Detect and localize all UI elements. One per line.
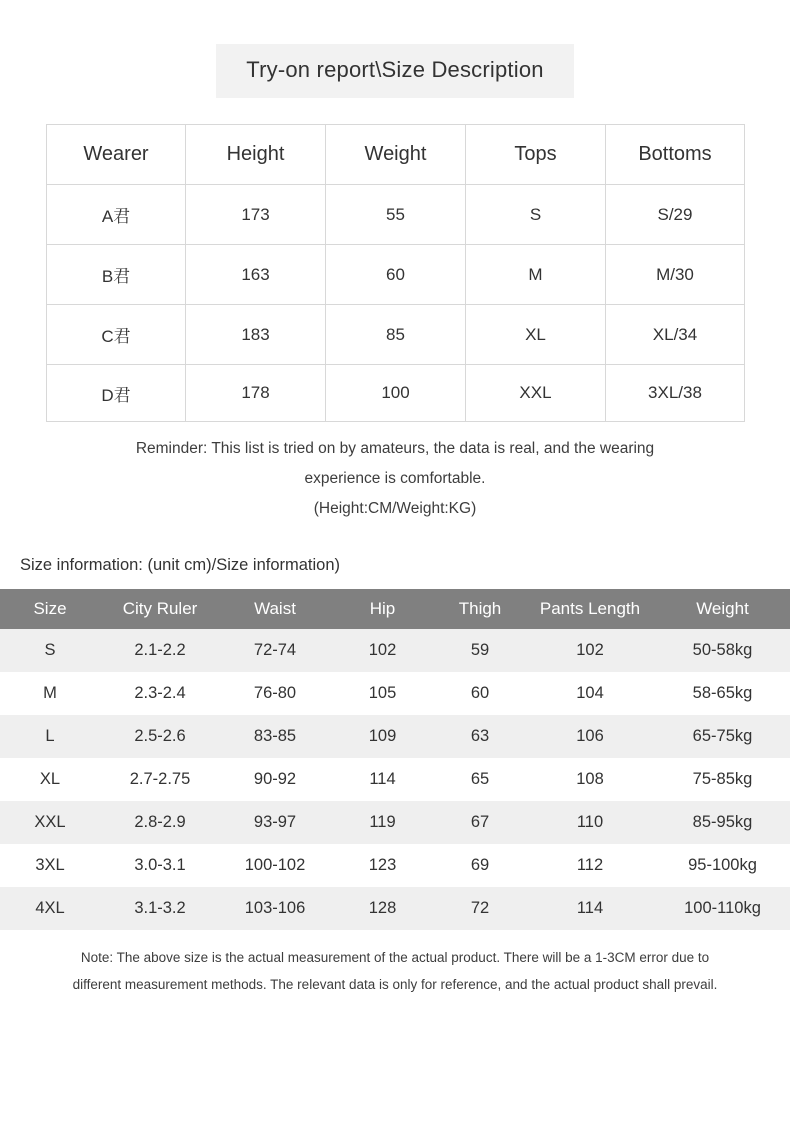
tryon-cell-weight: 85	[326, 305, 466, 365]
size-cell-weight: 75-85kg	[655, 758, 790, 801]
size-cell-weight: 58-65kg	[655, 672, 790, 715]
size-cell-pants-length: 108	[525, 758, 655, 801]
table-row	[0, 672, 790, 715]
size-cell-hip: 114	[330, 758, 435, 801]
size-cell-waist: 72-74	[220, 629, 330, 672]
reminder-line-1: Reminder: This list is tried on by amateurs, the data is real, and the wearing	[135, 440, 655, 457]
page-title: Try-on report\Size Description	[216, 44, 573, 98]
reminder-line-2: experience is comfortable.	[304, 470, 486, 487]
tryon-cell-bottoms: S/29	[606, 185, 745, 245]
size-cell-weight: 100-110kg	[655, 887, 790, 930]
tryon-table	[46, 124, 745, 422]
tryon-cell-height: 163	[186, 245, 326, 305]
size-cell-waist: 83-85	[220, 715, 330, 758]
size-cell-pants-length: 112	[525, 844, 655, 887]
tryon-report-section	[46, 124, 744, 422]
size-cell-thigh: 65	[435, 758, 525, 801]
size-cell-city-ruler: 2.1-2.2	[100, 629, 220, 672]
tryon-cell-weight: 55	[326, 185, 466, 245]
tryon-table-body	[47, 185, 745, 422]
table-row	[0, 629, 790, 672]
size-table-head	[0, 589, 790, 629]
reminder-line-3: (Height:CM/Weight:KG)	[313, 500, 477, 517]
size-header-city-ruler: City Ruler	[100, 589, 220, 629]
tryon-cell-height: 183	[186, 305, 326, 365]
size-cell-city-ruler: 3.1-3.2	[100, 887, 220, 930]
tryon-cell-tops: M	[466, 245, 606, 305]
tryon-cell-wearer: B君	[47, 245, 186, 305]
tryon-cell-wearer: A君	[47, 185, 186, 245]
table-row	[47, 365, 745, 422]
size-cell-size: M	[0, 672, 100, 715]
size-cell-size: 4XL	[0, 887, 100, 930]
tryon-cell-wearer: C君	[47, 305, 186, 365]
tryon-cell-height: 178	[186, 365, 326, 422]
size-cell-hip: 128	[330, 887, 435, 930]
table-row	[47, 305, 745, 365]
size-cell-city-ruler: 2.8-2.9	[100, 801, 220, 844]
size-cell-thigh: 72	[435, 887, 525, 930]
tryon-header-wearer: Wearer	[47, 125, 186, 185]
size-cell-pants-length: 114	[525, 887, 655, 930]
size-cell-waist: 90-92	[220, 758, 330, 801]
title-banner-container	[0, 44, 790, 98]
tryon-cell-height: 173	[186, 185, 326, 245]
tryon-header-tops: Tops	[466, 125, 606, 185]
size-header-waist: Waist	[220, 589, 330, 629]
tryon-cell-bottoms: 3XL/38	[606, 365, 745, 422]
size-information-caption: Size information: (unit cm)/Size information)	[20, 556, 341, 574]
table-header-row	[47, 125, 745, 185]
tryon-cell-weight: 60	[326, 245, 466, 305]
size-cell-pants-length: 102	[525, 629, 655, 672]
size-cell-size: S	[0, 629, 100, 672]
size-cell-hip: 123	[330, 844, 435, 887]
size-cell-hip: 105	[330, 672, 435, 715]
size-cell-pants-length: 110	[525, 801, 655, 844]
table-row	[0, 887, 790, 930]
size-header-hip: Hip	[330, 589, 435, 629]
size-cell-city-ruler: 2.7-2.75	[100, 758, 220, 801]
note-text	[18, 944, 772, 998]
tryon-header-height: Height	[186, 125, 326, 185]
tryon-cell-bottoms: XL/34	[606, 305, 745, 365]
size-cell-weight: 85-95kg	[655, 801, 790, 844]
tryon-table-head	[47, 125, 745, 185]
size-cell-thigh: 60	[435, 672, 525, 715]
note-line-2: different measurement methods. The relevant data is only for reference, and the actual product shall prevail.	[72, 977, 718, 992]
size-header-size: Size	[0, 589, 100, 629]
table-row	[0, 758, 790, 801]
size-cell-waist: 100-102	[220, 844, 330, 887]
size-cell-city-ruler: 2.3-2.4	[100, 672, 220, 715]
reminder-text	[60, 434, 730, 524]
size-cell-weight: 65-75kg	[655, 715, 790, 758]
tryon-cell-wearer: D君	[47, 365, 186, 422]
tryon-header-bottoms: Bottoms	[606, 125, 745, 185]
table-row	[47, 245, 745, 305]
size-cell-pants-length: 106	[525, 715, 655, 758]
size-cell-waist: 76-80	[220, 672, 330, 715]
tryon-cell-bottoms: M/30	[606, 245, 745, 305]
size-header-weight: Weight	[655, 589, 790, 629]
table-row	[0, 844, 790, 887]
size-cell-hip: 119	[330, 801, 435, 844]
size-cell-size: XL	[0, 758, 100, 801]
note-line-1: Note: The above size is the actual measurement of the actual product. There will be a 1-3CM error due to	[80, 950, 710, 965]
size-information-section	[0, 589, 790, 930]
tryon-cell-tops: XL	[466, 305, 606, 365]
table-header-row	[0, 589, 790, 629]
size-cell-hip: 102	[330, 629, 435, 672]
size-cell-waist: 93-97	[220, 801, 330, 844]
size-cell-thigh: 67	[435, 801, 525, 844]
tryon-header-weight: Weight	[326, 125, 466, 185]
size-table-body	[0, 629, 790, 930]
size-cell-size: 3XL	[0, 844, 100, 887]
size-header-pants-length: Pants Length	[525, 589, 655, 629]
size-cell-weight: 95-100kg	[655, 844, 790, 887]
size-cell-size: L	[0, 715, 100, 758]
size-cell-city-ruler: 3.0-3.1	[100, 844, 220, 887]
table-row	[0, 801, 790, 844]
size-cell-thigh: 63	[435, 715, 525, 758]
size-cell-city-ruler: 2.5-2.6	[100, 715, 220, 758]
size-cell-pants-length: 104	[525, 672, 655, 715]
tryon-cell-tops: XXL	[466, 365, 606, 422]
size-header-thigh: Thigh	[435, 589, 525, 629]
size-table	[0, 589, 790, 930]
table-row	[0, 715, 790, 758]
size-cell-weight: 50-58kg	[655, 629, 790, 672]
size-cell-size: XXL	[0, 801, 100, 844]
size-cell-thigh: 59	[435, 629, 525, 672]
size-cell-thigh: 69	[435, 844, 525, 887]
table-row	[47, 185, 745, 245]
size-cell-hip: 109	[330, 715, 435, 758]
size-cell-waist: 103-106	[220, 887, 330, 930]
tryon-cell-weight: 100	[326, 365, 466, 422]
tryon-cell-tops: S	[466, 185, 606, 245]
